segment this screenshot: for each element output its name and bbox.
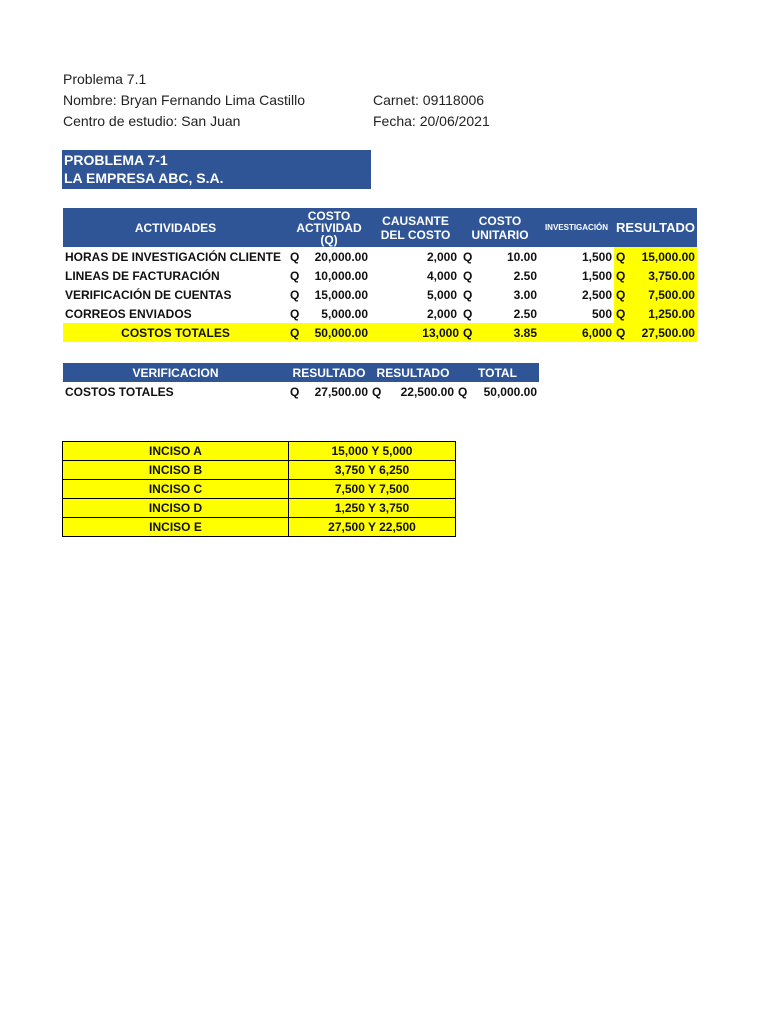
incisos-table	[62, 441, 456, 537]
currency-symbol: Q	[290, 287, 300, 302]
student-name: Nombre: Bryan Fernando Lima Castillo	[63, 92, 305, 108]
inciso-row	[63, 499, 456, 518]
incisos-body	[63, 442, 456, 537]
activities-table	[63, 208, 697, 342]
banner-title: PROBLEMA 7-1	[64, 152, 168, 168]
currency-symbol: Q	[463, 249, 473, 264]
unit-cost: 10.00	[506, 249, 537, 264]
cost-driver: 4,000	[426, 268, 457, 283]
currency-symbol: Q	[463, 325, 473, 340]
verification-res2: 22,500.00	[400, 384, 454, 399]
unit-cost: 2.50	[513, 306, 537, 321]
totals-cost: 50,000.00	[314, 325, 368, 340]
activity-cost: 5,000.00	[321, 306, 368, 321]
date: Fecha: 20/06/2021	[373, 113, 490, 129]
inciso-value: 3,750 Y 6,250	[289, 461, 456, 480]
inciso-row	[63, 461, 456, 480]
activity-cost: 20,000.00	[314, 249, 368, 264]
col-resultado-2: RESULTADO	[370, 363, 456, 382]
totals-label: COSTOS TOTALES	[63, 323, 288, 342]
inciso-value: 27,500 Y 22,500	[289, 518, 456, 537]
currency-symbol: Q	[616, 249, 626, 264]
totals-result: 27,500.00	[641, 325, 695, 340]
col-investigacion: INVESTIGACIÓN	[539, 208, 614, 247]
inciso-label: INCISO B	[63, 461, 289, 480]
investigation-units: 1,500	[581, 249, 612, 264]
currency-symbol: Q	[463, 306, 473, 321]
currency-symbol: Q	[463, 287, 473, 302]
inciso-row	[63, 480, 456, 499]
banner-company: LA EMPRESA ABC, S.A.	[64, 170, 224, 186]
col-verificacion: VERIFICACION	[63, 363, 288, 382]
activity-result: 7,500.00	[648, 287, 695, 302]
currency-symbol: Q	[463, 268, 473, 283]
currency-symbol: Q	[290, 384, 300, 399]
investigation-units: 1,500	[581, 268, 612, 283]
currency-symbol: Q	[616, 268, 626, 283]
activity-name: VERIFICACIÓN DE CUENTAS	[65, 287, 232, 302]
totals-unit: 3.85	[513, 325, 537, 340]
col-total: TOTAL	[456, 363, 539, 382]
activity-name: HORAS DE INVESTIGACIÓN CLIENTE	[65, 249, 282, 264]
inciso-label: INCISO E	[63, 518, 289, 537]
activities-body	[63, 247, 697, 323]
currency-symbol: Q	[372, 384, 382, 399]
table-row	[63, 285, 697, 304]
cost-driver: 5,000	[426, 287, 457, 302]
col-resultado-1: RESULTADO	[288, 363, 370, 382]
verification-header-row	[63, 363, 539, 382]
verification-total: 50,000.00	[483, 384, 537, 399]
investigation-units: 500	[591, 306, 612, 321]
currency-symbol: Q	[290, 249, 300, 264]
unit-cost: 3.00	[513, 287, 537, 302]
table-row	[63, 266, 697, 285]
currency-symbol: Q	[616, 287, 626, 302]
table-row	[63, 247, 697, 266]
col-causante: CAUSANTE DEL COSTO	[370, 208, 461, 247]
inciso-label: INCISO C	[63, 480, 289, 499]
col-costo-unitario: COSTO UNITARIO	[461, 208, 539, 247]
activity-cost: 10,000.00	[314, 268, 368, 283]
inciso-label: INCISO A	[63, 442, 289, 461]
activity-name: LINEAS DE FACTURACIÓN	[65, 268, 220, 283]
activity-result: 1,250.00	[648, 306, 695, 321]
inciso-value: 7,500 Y 7,500	[289, 480, 456, 499]
verification-row	[63, 382, 539, 401]
currency-symbol: Q	[290, 325, 300, 340]
activities-header-row	[63, 208, 697, 247]
currency-symbol: Q	[458, 384, 468, 399]
currency-symbol: Q	[290, 268, 300, 283]
totals-driver: 13,000	[370, 323, 461, 342]
activity-result: 15,000.00	[641, 249, 695, 264]
currency-symbol: Q	[616, 306, 626, 321]
inciso-value: 1,250 Y 3,750	[289, 499, 456, 518]
currency-symbol: Q	[616, 325, 626, 340]
activity-result: 3,750.00	[648, 268, 695, 283]
investigation-units: 2,500	[581, 287, 612, 302]
verification-res1: 27,500.00	[314, 384, 368, 399]
verification-label: COSTOS TOTALES	[65, 384, 174, 399]
col-actividades: ACTIVIDADES	[63, 208, 288, 247]
inciso-row	[63, 518, 456, 537]
table-row	[63, 304, 697, 323]
totals-row	[63, 323, 697, 342]
inciso-row	[63, 442, 456, 461]
unit-cost: 2.50	[513, 268, 537, 283]
carnet: Carnet: 09118006	[373, 92, 485, 108]
inciso-label: INCISO D	[63, 499, 289, 518]
study-center: Centro de estudio: San Juan	[63, 113, 241, 129]
currency-symbol: Q	[290, 306, 300, 321]
col-costo-actividad: COSTO ACTIVIDAD (Q)	[288, 208, 370, 247]
verification-table	[63, 363, 539, 401]
col-resultado: RESULTADO	[614, 208, 697, 247]
cost-driver: 2,000	[426, 249, 457, 264]
activity-name: CORREOS ENVIADOS	[65, 306, 192, 321]
totals-inv: 6,000	[539, 323, 614, 342]
title-banner	[62, 150, 371, 189]
problem-label: Problema 7.1	[63, 71, 147, 87]
cost-driver: 2,000	[426, 306, 457, 321]
activity-cost: 15,000.00	[314, 287, 368, 302]
inciso-value: 15,000 Y 5,000	[289, 442, 456, 461]
